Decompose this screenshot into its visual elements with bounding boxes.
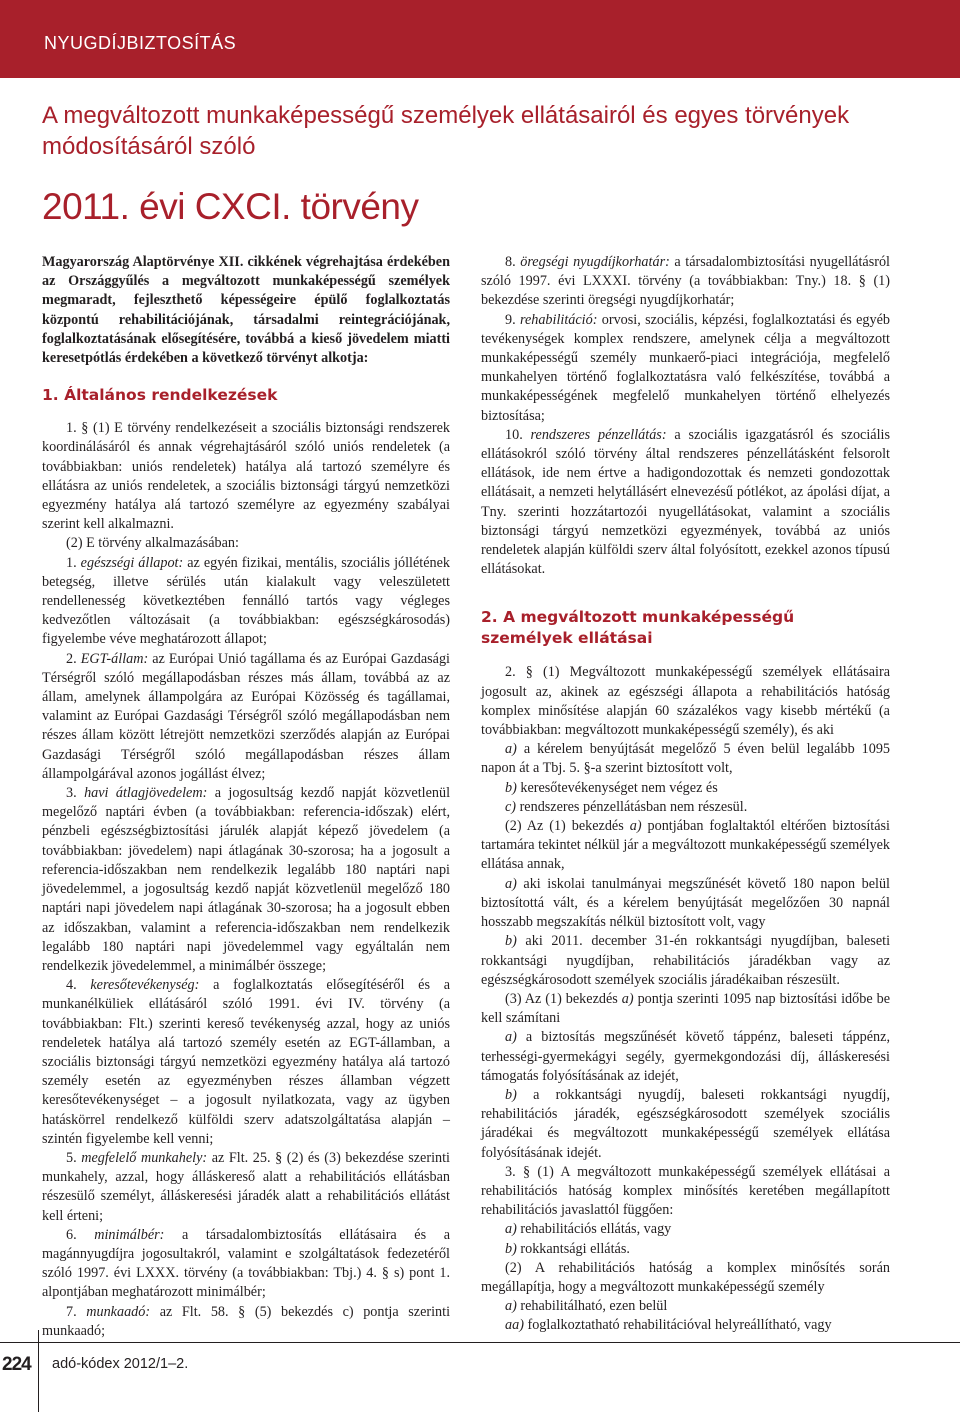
definition-7: 7. munkaadó: az Flt. 58. § (5) bekezdés c) pontja szerinti munkaadó; — [42, 1303, 451, 1339]
definition-6: 6. minimálbér: a társadalombiztosítás ellátásaira és a magánnyugdíjra jogosultakról, valamint e szolgáltatások fedezetéről szóló 1997. évi LXXX. törvény (a továbbiakban: Tbj.) 4. § s) pont 1. alpontjában meghatározott minimálbér; — [42, 1226, 451, 1301]
item-2-1-a: a) a kérelem benyújtását megelőző 5 éven belül legalább 1095 napon át a Tbj. 5. §-a szerint biztosított volt, — [481, 741, 891, 777]
law-number: 2011. évi CXCI. törvény — [42, 186, 419, 227]
item-3-2-a: a) rehabilitálható, ezen belül — [505, 1298, 668, 1315]
definition-term: havi átlagjövedelem: — [84, 785, 208, 802]
definition-3: 3. havi átlagjövedelem: a jogosultság kezdő napját közvetlenül megelőző naptári évben (a továbbiakban: referencia-időszak) elért, pénzbeli egészségbiztosítási járulék alapját képező jövedelem (a továbbiakban: jövedelem) napi átlagának 30-szorosa; ha a jogosult a referencia-időszakban nem rendelkezik legalább 180 naptári napi jövedelemmel, a jogosultság kezdő napját közvetlenül megelőző 180 naptári napi jövedelem napi átlagának 30-szorosa; ha a jogosult ebben az időszakban, valamint a referencia-időszakban nem rendelkezik legalább 180 naptári napi jövedelemmel vagy egyáltalán nem rendelkezik jövedelemmel, a minimálbér összege; — [42, 785, 451, 974]
item-3-1-b: b) rokkantsági ellátás. — [505, 1240, 630, 1257]
footer-divider — [38, 1330, 39, 1412]
right-column — [481, 253, 890, 1336]
item-2-1-b: b) keresőtevékenységet nem végez és — [505, 779, 718, 796]
header-bar — [0, 0, 960, 78]
definition-term: öregségi nyugdíjkorhatár: — [520, 254, 670, 270]
definition-1: 1. egészségi állapot: az egyén fizikai, mentális, szociális jóllétének betegség, illetve sérülés után kialakult vagy veleszületett rendellenesség következtében fennálló tartós vagy végleges kedvezőtlen változásait (a továbbiakban: egészségkárosodás) figyelembe véve meghatározott állapot; — [42, 554, 451, 648]
section-heading-2: 2. A megváltozott munkaképességű személyek ellátásai — [481, 608, 795, 648]
definition-term: EGT-állam: — [80, 650, 149, 667]
definition-5: 5. megfelelő munkahely: az Flt. 25. § (2) és (3) bekezdése szerinti munkahely, azzal, hogy álláskereső alatt a rehabilitációs ellátásban részesülő személyt, álláskeresési járadék alatt a rehabilitációs ellátást kell érteni; — [42, 1149, 450, 1224]
paragraph-1-1: 1. § (1) E törvény rendelkezéseit a szociális biztonsági rendszerek koordinálásáról és annak végrehajtásáról szóló uniós rendeletek (a továbbiakban: uniós rendeletek) hatálya alá tartozó személyre és ellátásra az uniós rendeletek, a szociális biztonsági tárgyú nemzetközi egyezmény hatálya alá tartozó személyre az egyezmény szabályai szerint kell alkalmazni. — [42, 420, 450, 533]
footer-rule — [0, 1342, 960, 1343]
definition-10: 10. rendszeres pénzellátás: a szociális igazgatásról és szociális ellátásokról szóló törvény által rendszeres pénzellátásként felsorolt ellátások, ide nem értve a hadigondozottak és nemzeti gondozottak ellátásait, a nemzeti helytállásért elnevezésű pótlékot, az ápolási díjat, a Tny. szerinti hozzátartozói nyugellátásokat, valamint a szociális biztonsági tárgyú nemzetközi egyezmények, továbbá az uniós rendeletek alapján külföldi szerv által folyósított, ezekkel azonos típusú ellátásokat. — [481, 426, 890, 578]
definition-4: 4. keresőtevékenység: a foglalkoztatás elősegítéséről és a munkanélküliek ellátásáról szóló 1991. évi IV. törvény (a továbbiakban: Flt.) szerinti kereső tevékenység azzal, hogy az uniós rendeletek hatálya alá tartozó személy esetén az EGT-államban, a szociális biztonsági tárgyú nemzetközi egyezmény hatálya alá tartozó személy esetén az egyezményben részes államban végzett keresőtevékenységet – a jogosult nyilatkozata, vagy az ügyben hatáskörrel rendelkező külföldi szerv adatszolgáltatása alapján – szintén figyelembe kell venni; — [42, 977, 450, 1147]
paragraph-2-2: (2) Az (1) bekezdés a) pontjában foglaltaktól eltérően biztosítási tartamára tekintet nélkül jár a megváltozott munkaképességű személyek ellátása annak, — [481, 818, 890, 873]
definition-term: munkaadó: — [86, 1303, 151, 1320]
definition-term: rehabilitáció: — [519, 311, 598, 328]
paragraph-1-2: (2) E törvény alkalmazásában: — [66, 535, 239, 552]
definition-term: keresőtevékenység: — [90, 977, 200, 994]
paragraph-3-2: (2) A rehabilitációs hatóság a komplex minősítés során megállapítja, hogy a megváltozott munkaképességű személy — [481, 1259, 890, 1295]
page-number: 224 — [2, 1354, 31, 1375]
definition-term: rendszeres pénzellátás: — [530, 426, 667, 443]
item-2-1-c: c) rendszeres pénzellátásban nem részesül. — [505, 798, 748, 815]
item-2-3-b: b) a rokkantsági nyugdíj, baleseti rokkantsági nyugdíj, rehabilitációs járadék, egészségkárosodott személyek szociális járadékai és megváltozott munkaképességű személyek ellátása folyósításának idejét. — [481, 1086, 891, 1161]
item-2-2-a: a) aki iskolai tanulmányai megszűnését követő 180 napon belül biztosítottá vált, és a kérelem benyújtását megelőzően 30 napnál hosszabb megszakítás nélkül biztosított volt, vagy — [481, 875, 891, 931]
section-label: NYUGDÍJBIZTOSÍTÁS — [44, 33, 237, 53]
section-heading-1: 1. Általános rendelkezések — [42, 386, 278, 405]
item-3-2-aa: aa) foglalkoztatható rehabilitációval helyreállítható, vagy — [505, 1317, 832, 1334]
journal-name: adó-kódex 2012/1–2. — [52, 1356, 189, 1372]
paragraph-2-3: (3) Az (1) bekezdés a) pontja szerinti 1095 nap biztosítási időbe be kell számítani — [481, 990, 890, 1027]
definition-9: 9. rehabilitáció: orvosi, szociális, képzési, foglalkoztatási és egyéb tevékenységek komplex rendszere, amelynek célja a megváltozott munkaképességű személy munkaerő-piaci integrációja, megfelelő munkahelyen történő foglalkoztatásra való felkészítése, továbbá a munkaképességének megfelelő munkahelyen történő elhelyezés biztosítása; — [481, 311, 891, 424]
preamble: Magyarország Alaptörvénye XII. cikkének végrehajtása érdekében az Országgyűlés a megváltozott munkaképességű személyek megmaradt, fejleszthető képességeire épülő foglalkoztatás központú rehabilitációjának, társadalmi reintegrációjának, foglalkoztatásának elősegítésére, továbbá a kieső jövedelem miatti keresetpótlás érdekében a következő törvényt alkotja: — [42, 254, 450, 367]
item-2-2-b: b) aki 2011. december 31-én rokkantsági nyugdíjban, baleseti rokkantsági nyugdíjban, rehabilitációs járadékban vagy az egészségkárosodott személyek szociális járadékaiban részesült. — [481, 933, 891, 988]
item-2-3-a: a) a biztosítás megszűnését követő táppénz, baleseti táppénz, terhességi-gyermekágyi segély, gyermekgondozási díj, álláskeresési támogatás folyósításának az idejét, — [481, 1029, 890, 1084]
definition-term: egészségi állapot: — [80, 554, 184, 571]
definition-8: 8. öregségi nyugdíjkorhatár: a társadalombiztosítási nyugellátásról szóló 1997. évi LXXXI. törvény (a továbbiakban: Tny.) 18. § (1) bekezdése szerinti öregségi nyugdíjkorhatár; — [481, 254, 890, 309]
definition-2: 2. EGT-állam: az Európai Unió tagállama és az Európai Gazdasági Térségről szóló megállapodásban részes más állam, továbbá az az állam, amelynek állampolgára az Európai Közösség és tagállamai, valamint az Európai Gazdasági Térségről szóló megállapodásban nem részes állam között létrejött nemzetközi szerződés alapján az Európai Gazdasági Térségről szóló megállapodásban részes állam állampolgárával azonos jogállást élvez; — [42, 650, 450, 782]
paragraph-2-1: 2. § (1) Megváltozott munkaképességű személyek ellátásaira jogosult az, akinek az egészségi állapota a rehabilitációs hatóság komplex minősítése alapján 60 százalékos vagy kisebb mértékű (a továbbiakban: megváltozott munkaképességű személy), és aki — [481, 664, 890, 739]
left-column — [42, 253, 450, 1341]
definition-term: megfelelő munkahely: — [81, 1149, 208, 1166]
definition-term: minimálbér: — [94, 1226, 165, 1243]
paragraph-3-1: 3. § (1) A megváltozott munkaképességű személyek ellátásai a rehabilitációs hatóság komplex minősítés keretében megállapított rehabilitációs javaslattól függően: — [481, 1163, 890, 1219]
document-title: A megváltozott munkaképességű személyek ellátásairól és egyes törvények módosításáról szóló — [42, 102, 850, 160]
item-3-1-a: a) rehabilitációs ellátás, vagy — [505, 1221, 672, 1238]
